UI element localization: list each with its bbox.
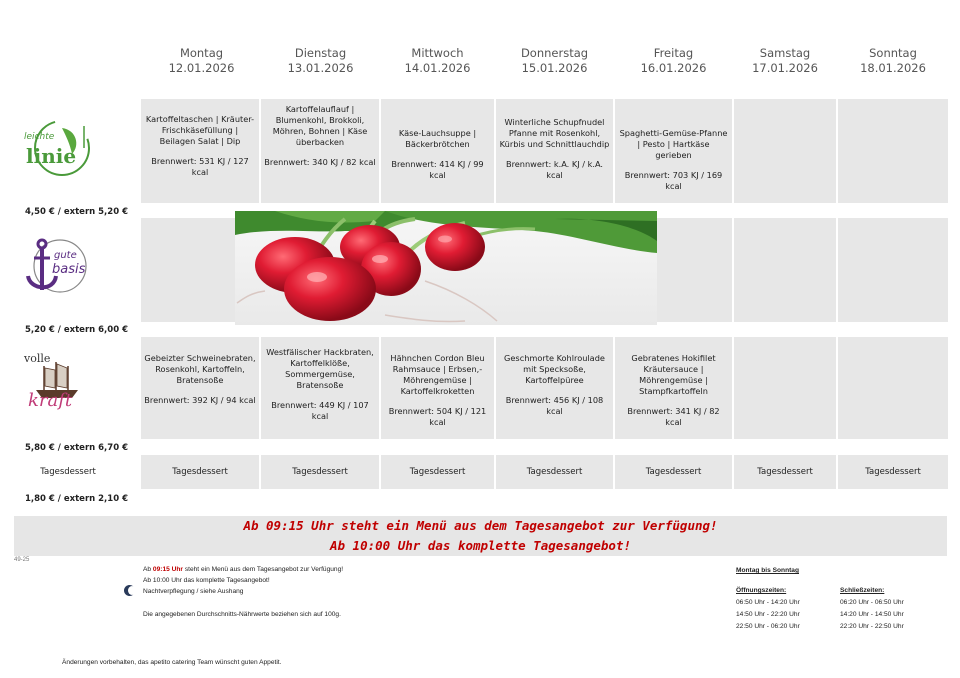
logo-gute-top: gute (54, 250, 77, 261)
dessert-monday: Tagesdessert (172, 467, 228, 477)
day-header-friday: Freitag 16.01.2026 (640, 46, 707, 75)
dessert-saturday: Tagesdessert (757, 467, 813, 477)
menu-leichte-wednesday: Käse-Lauchsuppe | Bäckerbrötchen Brennwert: 414 KJ / 99 kcal (391, 128, 484, 180)
radish-photo (235, 211, 657, 325)
cell-leichte-sunday (838, 99, 948, 203)
code-label: 49-25 (14, 557, 30, 563)
menu-leichte-friday: Spaghetti-Gemüse-Pfanne | Pesto | Hartkäse gerieben Brennwert: 703 KJ / 169 kcal (619, 128, 728, 191)
cell-leichte-saturday (734, 99, 836, 203)
menu-leichte-tuesday: Kartoffelauflauf | Blumenkohl, Brokkoli, Möhren, Bohnen | Käse überbacken Brennwert: 340 KJ / 82 kcal (264, 104, 376, 167)
logo-gute-bottom: basis (52, 262, 86, 277)
notes-line-1: Ab 09:15 Uhr steht ein Menü aus dem Tagesangebot zur Verfügung! (143, 566, 344, 573)
menu-volle-thursday: Geschmorte Kohlroulade mit Specksoße, Kartoffelpüree Brennwert: 456 KJ / 108 kcal (504, 353, 605, 416)
menu-leichte-thursday: Winterliche Schupfnudel Pfanne mit Rosenkohl, Kürbis und Schnittlauchdip Brennwert: k.A. KJ / k.A. kcal (499, 117, 610, 180)
dessert-row-label: Tagesdessert (40, 467, 96, 477)
logo-volle-kraft (22, 352, 92, 416)
menu-leichte-monday: Kartoffeltaschen | Kräuter-Frischkäsefüllung | Beilagen Salat | Dip Brennwert: 531 KJ / 127 kcal (145, 114, 255, 177)
day-header-wednesday: Mittwoch 14.01.2026 (404, 46, 471, 75)
hours-title: Montag bis Sonntag (736, 567, 800, 574)
day-header-thursday: Donnerstag 15.01.2026 (520, 46, 589, 75)
open-time-2: 14:50 Uhr - 22:20 Uhr (736, 611, 800, 618)
logo-volle-top: volle (24, 352, 51, 365)
dessert-thursday: Tagesdessert (526, 467, 583, 477)
banner-line-2: Ab 10:00 Uhr das komplette Tagesangebot! (329, 538, 632, 553)
dessert-sunday: Tagesdessert (865, 467, 921, 477)
menu-volle-friday: Gebratenes Hokifilet Kräutersauce | Möhrengemüse | Stampfkartoffeln Brennwert: 341 KJ / 82 kcal (627, 353, 720, 427)
availability-banner (14, 516, 947, 556)
menu-volle-wednesday: Hähnchen Cordon Bleu Rahmsauce | Erbsen,- Möhrengemüse | Kartoffelkroketten Brennwert: 504 KJ / 121 kcal (388, 353, 487, 427)
radish-illustration (235, 211, 657, 325)
notes-nutrition: Die angegebenen Durchschnitts-Nährwerte beziehen sich auf 100g. (143, 611, 341, 618)
close-time-1: 06:20 Uhr - 06:50 Uhr (840, 599, 904, 606)
cell-gute-saturday (734, 218, 836, 322)
logo-gute-basis (22, 236, 92, 300)
price-dessert: 1,80 € / extern 2,10 € (25, 494, 128, 504)
cell-volle-saturday (734, 337, 836, 439)
open-title: Öffnungszeiten: (736, 587, 787, 594)
day-header-saturday: Samstag 17.01.2026 (752, 46, 818, 75)
price-gute: 5,20 € / extern 6,00 € (25, 325, 128, 335)
price-leichte: 4,50 € / extern 5,20 € (25, 207, 128, 217)
menu-volle-monday: Gebeizter Schweinebraten, Rosenkohl, Kartoffeln, Bratensoße Brennwert: 392 KJ / 94 kcal (144, 353, 256, 405)
close-time-3: 22:20 Uhr - 22:50 Uhr (840, 623, 904, 630)
notes-line-2: Ab 10:00 Uhr das komplette Tagesangebot! (143, 577, 270, 584)
logo-leichte-linie (22, 118, 92, 182)
open-time-1: 06:50 Uhr - 14:20 Uhr (736, 599, 800, 606)
cell-volle-sunday (838, 337, 948, 439)
logo-leichte-bottom: linie (26, 144, 77, 168)
open-time-3: 22:50 Uhr - 06:20 Uhr (736, 623, 800, 630)
menu-volle-tuesday: Westfälischer Hackbraten, Kartoffelklöße, Sommergemüse, Bratensoße Brennwert: 449 KJ / 107 kcal (266, 347, 374, 421)
logo-volle-bottom: kraft (28, 390, 73, 411)
dessert-wednesday: Tagesdessert (409, 467, 466, 477)
footer-text: Änderungen vorbehalten, das apetito catering Team wünscht guten Appetit. (62, 659, 282, 666)
notes-night: Nachtverpflegung / siehe Aushang (143, 588, 244, 595)
logo-leichte-top: leichte (24, 132, 55, 142)
day-header-sunday: Sonntag 18.01.2026 (860, 46, 926, 75)
banner-line-1: Ab 09:15 Uhr steht ein Menü aus dem Tagesangebot zur Verfügung! (243, 518, 718, 533)
price-volle: 5,80 € / extern 6,70 € (25, 443, 128, 453)
dessert-tuesday: Tagesdessert (292, 467, 348, 477)
day-header-tuesday: Dienstag 13.01.2026 (287, 46, 354, 75)
close-time-2: 14:20 Uhr - 14:50 Uhr (840, 611, 904, 618)
close-title: Schließzeiten: (840, 587, 885, 594)
moon-icon (124, 585, 135, 596)
day-header-monday: Montag 12.01.2026 (168, 46, 235, 75)
dessert-friday: Tagesdessert (645, 467, 702, 477)
cell-gute-sunday (838, 218, 948, 322)
